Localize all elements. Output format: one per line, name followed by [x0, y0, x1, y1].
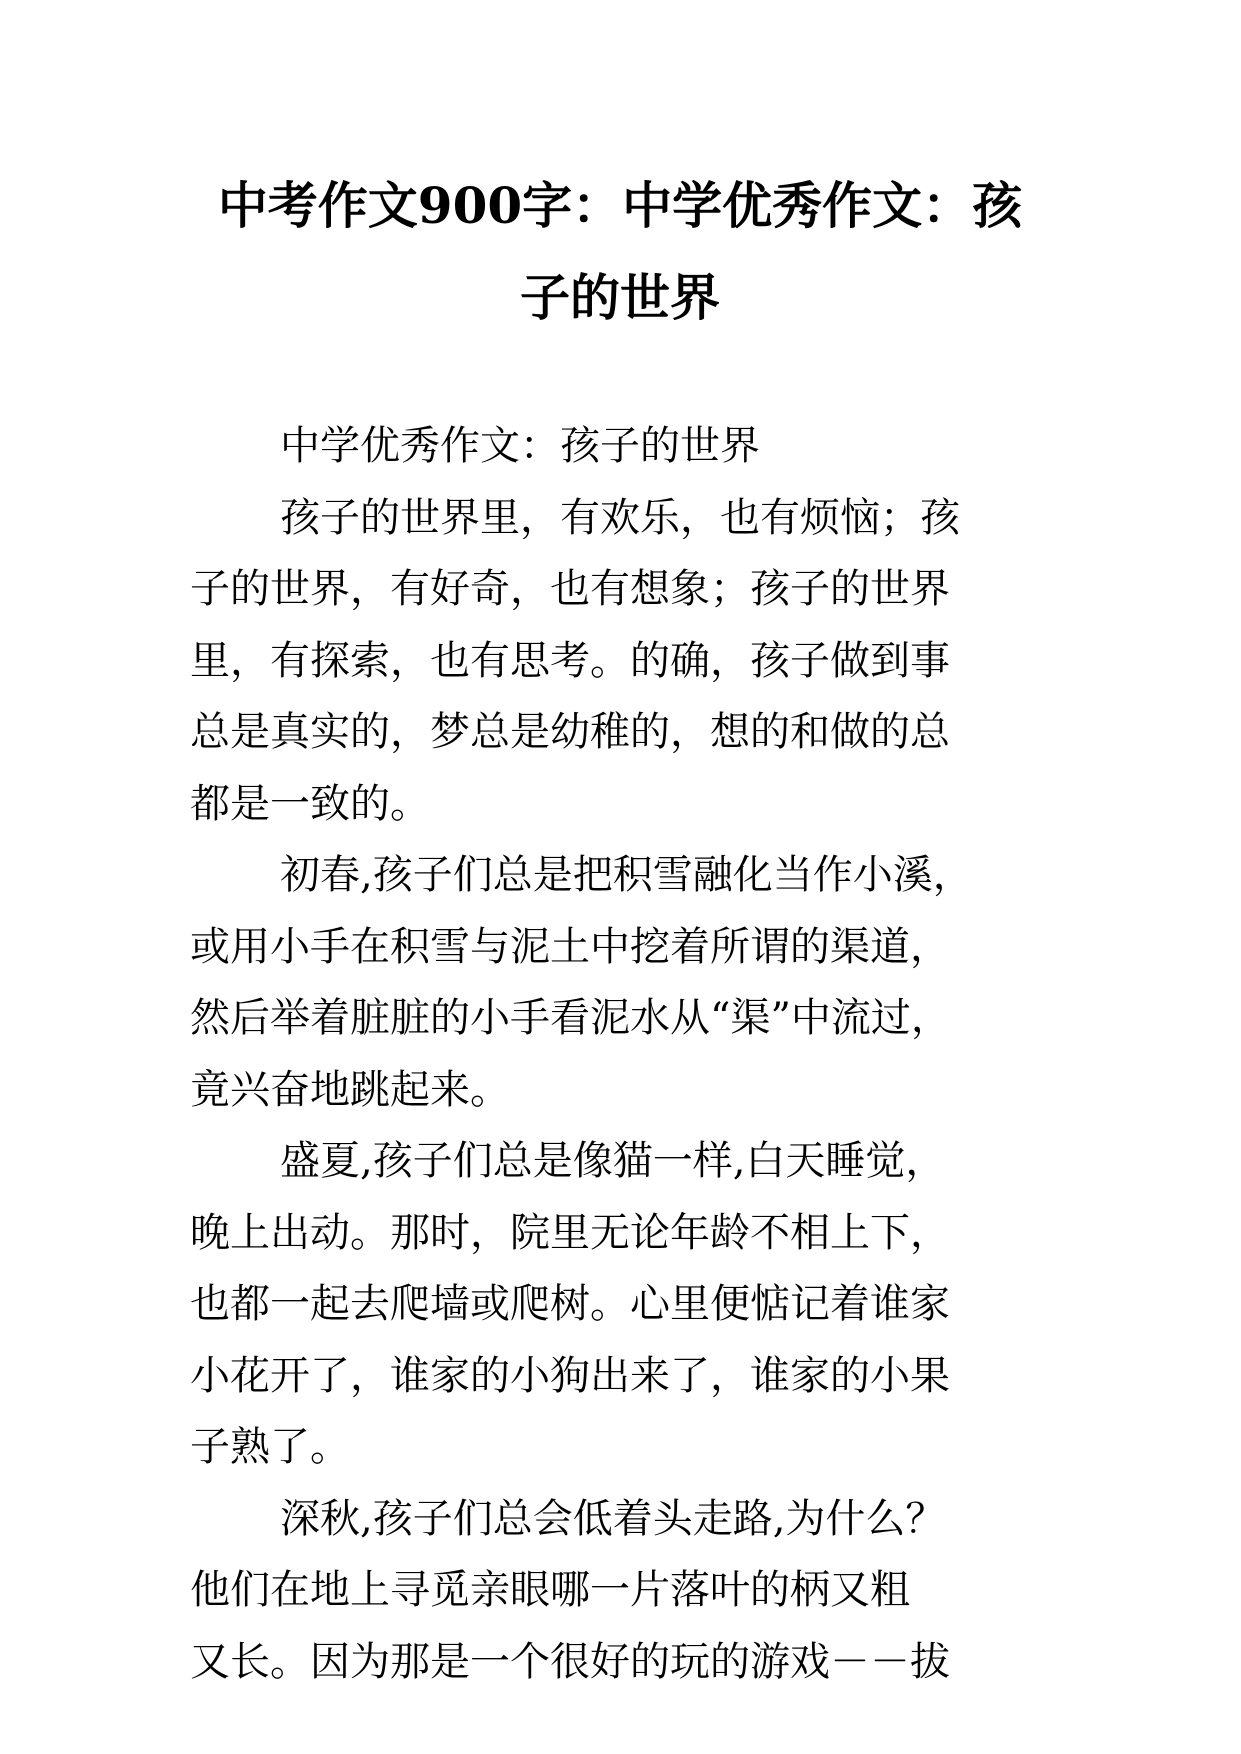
paragraph-line: 或用小手在积雪与泥土中挖着所谓的渠道，	[190, 923, 950, 970]
page-title	[190, 160, 1050, 344]
title-line-1: 中考作文900字：中学优秀作文：孩	[217, 176, 1023, 235]
paragraph-line: 子的世界，有好奇，也有想象；孩子的世界	[190, 566, 950, 612]
paragraph-line: 盛夏,孩子们总是像猫一样,白天睡觉，	[280, 1138, 946, 1184]
paragraph-3	[190, 1126, 1060, 1484]
paragraph-line: 也都一起去爬墙或爬树。心里便惦记着谁家	[190, 1281, 950, 1327]
title-line-2: 子的世界	[520, 268, 720, 327]
paragraph-line: 总是真实的，梦总是幼稚的，想的和做的总	[190, 709, 950, 755]
paragraph-line: 里，有探索，也有思考。的确，孩子做到事	[190, 637, 950, 684]
paragraph-line: 然后举着脏脏的小手看泥水从“渠”中流过，	[190, 995, 951, 1041]
paragraph-line: 都是一致的。	[190, 780, 430, 827]
paragraph-2	[190, 840, 1060, 1126]
paragraph-line: 小花开了，谁家的小狗出来了，谁家的小果	[190, 1352, 950, 1399]
paragraph-line: 深秋,孩子们总会低着头走路,为什么？	[280, 1495, 946, 1542]
paragraph-subtitle	[190, 411, 1060, 483]
paragraph-1	[190, 483, 1060, 841]
paragraph-line: 孩子的世界里，有欢乐，也有烦恼；孩	[280, 494, 960, 541]
paragraph-line: 初春,孩子们总是把积雪融化当作小溪，	[280, 852, 973, 898]
article-body	[190, 411, 1060, 1698]
paragraph-line: 子熟了。	[190, 1424, 350, 1470]
paragraph-line: 晚上出动。那时，院里无论年龄不相上下，	[190, 1209, 950, 1256]
paragraph-line: 又长。因为那是一个很好的玩的游戏－－拔	[190, 1638, 950, 1685]
paragraph-line: 他们在地上寻觅亲眼哪一片落叶的柄又粗	[190, 1567, 910, 1613]
paragraph-4	[190, 1484, 1060, 1699]
paragraph-line: 竟兴奋地跳起来。	[190, 1066, 510, 1113]
paragraph-line: 中学优秀作文：孩子的世界	[280, 423, 760, 469]
